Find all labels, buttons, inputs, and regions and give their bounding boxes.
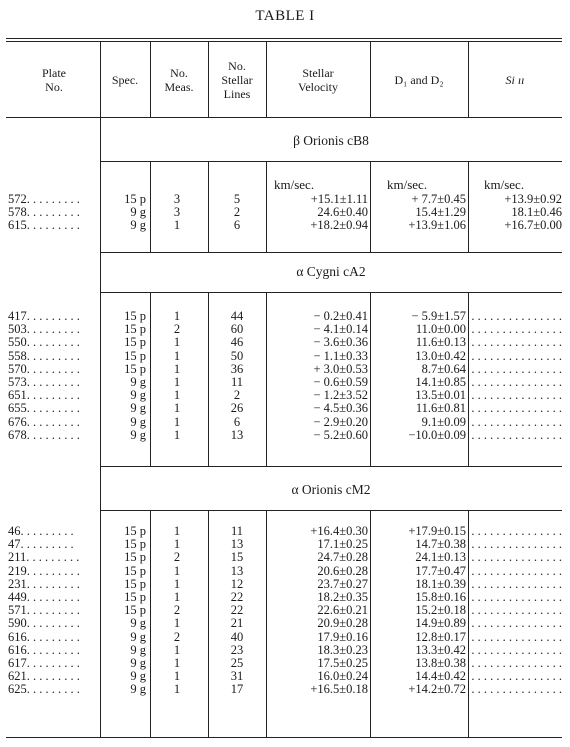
table-row <box>0 551 570 564</box>
cell-lines: 6 <box>233 414 241 429</box>
section-rule <box>100 252 562 253</box>
cell-si: +16.7±0.00 <box>504 218 562 233</box>
cell-si: . . . . . . . . . . . . . . . <box>471 524 562 538</box>
cell-meas: 2 <box>173 550 181 565</box>
cell-si: . . . . . . . . . . . . . . . <box>471 427 562 442</box>
cell-velocity: 18.3±0.23 <box>317 642 368 657</box>
cell-lines: 2 <box>233 388 241 403</box>
header-rule <box>6 117 562 118</box>
section-rule <box>100 510 562 511</box>
cell-meas: 1 <box>173 642 181 657</box>
section-title-alpha-orionis: α Orionis cM2 <box>291 482 371 497</box>
cell-meas: 1 <box>173 590 181 604</box>
cell-spec: 15 p <box>124 537 146 552</box>
cell-d12: +17.9±0.15 <box>408 524 466 538</box>
cell-si: . . . . . . . . . . . . . . . <box>471 642 562 657</box>
cell-velocity: − 4.5±0.36 <box>313 401 368 416</box>
table-row <box>0 206 570 219</box>
cell-meas: 3 <box>173 205 181 220</box>
cell-d12: +13.9±1.06 <box>408 218 466 233</box>
cell-velocity: − 1.1±0.33 <box>313 348 368 363</box>
cell-lines: 12 <box>230 576 244 591</box>
cell-velocity: − 0.2±0.41 <box>313 309 368 323</box>
cell-velocity: 17.5±0.25 <box>317 656 368 670</box>
cell-si: . . . . . . . . . . . . . . . <box>471 388 562 403</box>
cell-d12: 14.4±0.42 <box>415 669 466 684</box>
cell-d12: 8.7±0.64 <box>421 361 466 376</box>
cell-si: . . . . . . . . . . . . . . . <box>471 629 562 644</box>
cell-d12: 14.9±0.89 <box>415 616 466 631</box>
cell-meas: 2 <box>173 603 181 618</box>
cell-si: . . . . . . . . . . . . . . . <box>471 616 562 631</box>
cell-si: . . . . . . . . . . . . . . . <box>471 550 562 565</box>
cell-lines: 13 <box>230 563 244 578</box>
table-title: TABLE I <box>255 8 315 24</box>
header-no-stellar-lines: No. Stellar Lines <box>221 59 253 101</box>
cell-lines: 25 <box>230 656 244 670</box>
cell-plate: 558. . . . . . . . . <box>8 348 80 363</box>
cell-d12: + 7.7±0.45 <box>411 192 466 206</box>
cell-d12: 11.6±0.81 <box>415 401 466 416</box>
cell-meas: 1 <box>173 375 181 389</box>
cell-meas: 1 <box>173 682 181 697</box>
cell-lines: 13 <box>230 427 244 442</box>
cell-si: . . . . . . . . . . . . . . . <box>471 603 562 618</box>
cell-plate: 678. . . . . . . . . <box>8 427 80 442</box>
cell-si: . . . . . . . . . . . . . . . <box>471 309 562 323</box>
cell-spec: 15 p <box>124 590 146 604</box>
cell-velocity: − 0.6±0.59 <box>313 375 368 389</box>
cell-d12: 11.6±0.13 <box>415 335 466 350</box>
cell-spec: 15 p <box>124 603 146 618</box>
cell-plate: 617. . . . . . . . . <box>8 656 80 670</box>
cell-spec: 9 g <box>130 375 146 389</box>
cell-lines: 2 <box>233 205 241 220</box>
cell-d12: 17.7±0.47 <box>415 563 466 578</box>
cell-meas: 1 <box>173 537 181 552</box>
section-rule <box>100 292 562 293</box>
cell-plate: 46. . . . . . . . . <box>8 524 74 538</box>
cell-si: 18.1±0.46 <box>511 205 562 220</box>
cell-plate: 616. . . . . . . . . <box>8 629 80 644</box>
cell-meas: 1 <box>173 218 181 233</box>
cell-si: . . . . . . . . . . . . . . . <box>471 656 562 670</box>
table-row <box>0 310 570 323</box>
header-spec: Spec. <box>111 73 139 87</box>
unit-si: km/sec. <box>484 177 525 192</box>
cell-velocity: +16.4±0.30 <box>310 524 368 538</box>
cell-meas: 1 <box>173 414 181 429</box>
cell-velocity: − 1.2±3.52 <box>313 388 368 403</box>
cell-d12: 18.1±0.39 <box>415 576 466 591</box>
cell-velocity: − 3.6±0.36 <box>313 335 368 350</box>
table-row <box>0 631 570 644</box>
cell-velocity: − 5.2±0.60 <box>313 427 368 442</box>
cell-plate: 449. . . . . . . . . <box>8 590 80 604</box>
cell-lines: 21 <box>230 616 244 631</box>
cell-plate: 211. . . . . . . . . <box>8 550 80 565</box>
table-row <box>0 376 570 389</box>
header-stellar-velocity: Stellar Velocity <box>298 66 338 94</box>
cell-plate: 572. . . . . . . . . <box>8 192 80 206</box>
cell-meas: 1 <box>173 576 181 591</box>
table-row <box>0 193 570 206</box>
cell-d12: 9.1±0.09 <box>421 414 466 429</box>
cell-si: +13.9±0.92 <box>504 192 562 206</box>
cell-lines: 11 <box>230 375 244 389</box>
cell-d12: 13.0±0.42 <box>415 348 466 363</box>
top-rule-inner <box>6 41 562 42</box>
table-row <box>0 350 570 363</box>
cell-spec: 15 p <box>124 550 146 565</box>
cell-d12: 14.7±0.38 <box>415 537 466 552</box>
cell-lines: 17 <box>230 682 244 697</box>
table-row <box>0 323 570 336</box>
cell-spec: 9 g <box>130 616 146 631</box>
cell-spec: 9 g <box>130 642 146 657</box>
cell-d12: 15.2±0.18 <box>415 603 466 618</box>
cell-velocity: 16.0±0.24 <box>317 669 368 684</box>
cell-plate: 616. . . . . . . . . <box>8 642 80 657</box>
cell-meas: 1 <box>173 616 181 631</box>
cell-plate: 651. . . . . . . . . <box>8 388 80 403</box>
cell-velocity: +18.2±0.94 <box>310 218 368 233</box>
cell-si: . . . . . . . . . . . . . . . <box>471 361 562 376</box>
cell-d12: 12.8±0.17 <box>415 629 466 644</box>
table-row <box>0 591 570 604</box>
cell-lines: 40 <box>230 629 244 644</box>
cell-meas: 1 <box>173 656 181 670</box>
cell-plate: 573. . . . . . . . . <box>8 375 80 389</box>
table-row <box>0 670 570 683</box>
cell-si: . . . . . . . . . . . . . . . <box>471 322 562 337</box>
cell-velocity: 17.9±0.16 <box>317 629 368 644</box>
table-row <box>0 336 570 349</box>
cell-si: . . . . . . . . . . . . . . . <box>471 563 562 578</box>
cell-meas: 2 <box>173 629 181 644</box>
table-row <box>0 565 570 578</box>
cell-lines: 6 <box>233 218 241 233</box>
table-row <box>0 578 570 591</box>
cell-spec: 15 p <box>124 335 146 350</box>
table-row <box>0 402 570 415</box>
cell-lines: 13 <box>230 537 244 552</box>
cell-spec: 9 g <box>130 218 146 233</box>
cell-velocity: 23.7±0.27 <box>317 576 368 591</box>
cell-si: . . . . . . . . . . . . . . . <box>471 590 562 604</box>
cell-plate: 417. . . . . . . . . <box>8 309 80 323</box>
section-title-beta-orionis: β Orionis cB8 <box>293 133 369 148</box>
cell-lines: 31 <box>230 669 244 684</box>
cell-d12: 13.5±0.01 <box>415 388 466 403</box>
cell-lines: 26 <box>230 401 244 416</box>
header-d1-d2: D₁ and D₂ <box>394 73 444 87</box>
cell-lines: 15 <box>230 550 244 565</box>
cell-spec: 9 g <box>130 669 146 684</box>
cell-spec: 15 p <box>124 524 146 538</box>
cell-meas: 2 <box>173 322 181 337</box>
cell-lines: 46 <box>230 335 244 350</box>
cell-si: . . . . . . . . . . . . . . . <box>471 682 562 697</box>
table-row <box>0 604 570 617</box>
cell-velocity: 24.6±0.40 <box>317 205 368 220</box>
cell-lines: 50 <box>230 348 244 363</box>
section-rule <box>100 466 562 467</box>
cell-spec: 9 g <box>130 656 146 670</box>
cell-spec: 9 g <box>130 401 146 416</box>
cell-spec: 9 g <box>130 629 146 644</box>
cell-spec: 15 p <box>124 322 146 337</box>
cell-velocity: + 3.0±0.53 <box>313 361 368 376</box>
cell-d12: 13.3±0.42 <box>415 642 466 657</box>
cell-velocity: 22.6±0.21 <box>317 603 368 618</box>
cell-plate: 570. . . . . . . . . <box>8 361 80 376</box>
cell-spec: 9 g <box>130 427 146 442</box>
cell-d12: − 5.9±1.57 <box>411 309 466 323</box>
cell-lines: 60 <box>230 322 244 337</box>
cell-d12: −10.0±0.09 <box>408 427 466 442</box>
unit-d12: km/sec. <box>387 177 428 192</box>
cell-velocity: +15.1±1.11 <box>310 192 368 206</box>
cell-meas: 1 <box>173 563 181 578</box>
cell-spec: 15 p <box>124 361 146 376</box>
cell-velocity: 24.7±0.28 <box>317 550 368 565</box>
cell-velocity: +16.5±0.18 <box>310 682 368 697</box>
cell-meas: 1 <box>173 427 181 442</box>
cell-spec: 9 g <box>130 682 146 697</box>
cell-spec: 15 p <box>124 348 146 363</box>
cell-meas: 1 <box>173 348 181 363</box>
table-row <box>0 429 570 442</box>
cell-d12: 15.8±0.16 <box>415 590 466 604</box>
cell-spec: 9 g <box>130 414 146 429</box>
cell-velocity: 20.6±0.28 <box>317 563 368 578</box>
cell-si: . . . . . . . . . . . . . . . <box>471 414 562 429</box>
cell-velocity: 17.1±0.25 <box>317 537 368 552</box>
cell-spec: 15 p <box>124 309 146 323</box>
cell-lines: 23 <box>230 642 244 657</box>
cell-d12: 24.1±0.13 <box>415 550 466 565</box>
table-row <box>0 389 570 402</box>
cell-si: . . . . . . . . . . . . . . . <box>471 401 562 416</box>
cell-lines: 5 <box>233 192 241 206</box>
table-row <box>0 416 570 429</box>
cell-velocity: 20.9±0.28 <box>317 616 368 631</box>
cell-lines: 36 <box>230 361 244 376</box>
cell-plate: 503. . . . . . . . . <box>8 322 80 337</box>
bottom-rule <box>6 737 562 738</box>
table-row <box>0 363 570 376</box>
table-row <box>0 683 570 696</box>
cell-plate: 655. . . . . . . . . <box>8 401 80 416</box>
cell-spec: 9 g <box>130 205 146 220</box>
cell-velocity: − 4.1±0.14 <box>313 322 368 337</box>
cell-plate: 615. . . . . . . . . <box>8 218 80 233</box>
cell-si: . . . . . . . . . . . . . . . <box>471 537 562 552</box>
cell-velocity: − 2.9±0.20 <box>313 414 368 429</box>
table-row <box>0 657 570 670</box>
table-row <box>0 644 570 657</box>
cell-meas: 1 <box>173 669 181 684</box>
cell-meas: 1 <box>173 309 181 323</box>
header-no-meas: No. Meas. <box>164 66 194 94</box>
cell-plate: 550. . . . . . . . . <box>8 335 80 350</box>
cell-plate: 231. . . . . . . . . <box>8 576 80 591</box>
cell-lines: 22 <box>230 603 244 618</box>
header-plate-no: Plate No. <box>42 66 66 94</box>
cell-lines: 11 <box>230 524 244 538</box>
cell-spec: 15 p <box>124 563 146 578</box>
cell-spec: 15 p <box>124 192 146 206</box>
table-row <box>0 538 570 551</box>
top-rule <box>6 38 562 39</box>
cell-plate: 47. . . . . . . . . <box>8 537 74 552</box>
cell-spec: 15 p <box>124 576 146 591</box>
cell-si: . . . . . . . . . . . . . . . <box>471 576 562 591</box>
cell-d12: 13.8±0.38 <box>415 656 466 670</box>
cell-velocity: 18.2±0.35 <box>317 590 368 604</box>
cell-si: . . . . . . . . . . . . . . . <box>471 348 562 363</box>
cell-d12: 14.1±0.85 <box>415 375 466 389</box>
table-row <box>0 525 570 538</box>
cell-plate: 578. . . . . . . . . <box>8 205 80 220</box>
cell-si: . . . . . . . . . . . . . . . <box>471 375 562 389</box>
cell-meas: 1 <box>173 401 181 416</box>
cell-meas: 1 <box>173 524 181 538</box>
cell-lines: 22 <box>230 590 244 604</box>
section-rule <box>100 161 562 162</box>
table-row <box>0 219 570 232</box>
cell-meas: 1 <box>173 361 181 376</box>
header-si-ii: Si ıı <box>505 73 525 87</box>
cell-meas: 1 <box>173 388 181 403</box>
cell-spec: 9 g <box>130 388 146 403</box>
table-row <box>0 617 570 630</box>
cell-si: . . . . . . . . . . . . . . . <box>471 669 562 684</box>
cell-plate: 625. . . . . . . . . <box>8 682 80 697</box>
cell-plate: 676. . . . . . . . . <box>8 414 80 429</box>
cell-lines: 44 <box>230 309 244 323</box>
section-title-alpha-cygni: α Cygni cA2 <box>296 264 366 279</box>
cell-d12: 11.0±0.00 <box>415 322 466 337</box>
cell-plate: 590. . . . . . . . . <box>8 616 80 631</box>
cell-plate: 219. . . . . . . . . <box>8 563 80 578</box>
cell-plate: 621. . . . . . . . . <box>8 669 80 684</box>
cell-si: . . . . . . . . . . . . . . . <box>471 335 562 350</box>
cell-d12: 15.4±1.29 <box>415 205 466 220</box>
cell-meas: 3 <box>173 192 181 206</box>
cell-d12: +14.2±0.72 <box>408 682 466 697</box>
unit-velocity: km/sec. <box>274 177 315 192</box>
cell-meas: 1 <box>173 335 181 350</box>
cell-plate: 571. . . . . . . . . <box>8 603 80 618</box>
